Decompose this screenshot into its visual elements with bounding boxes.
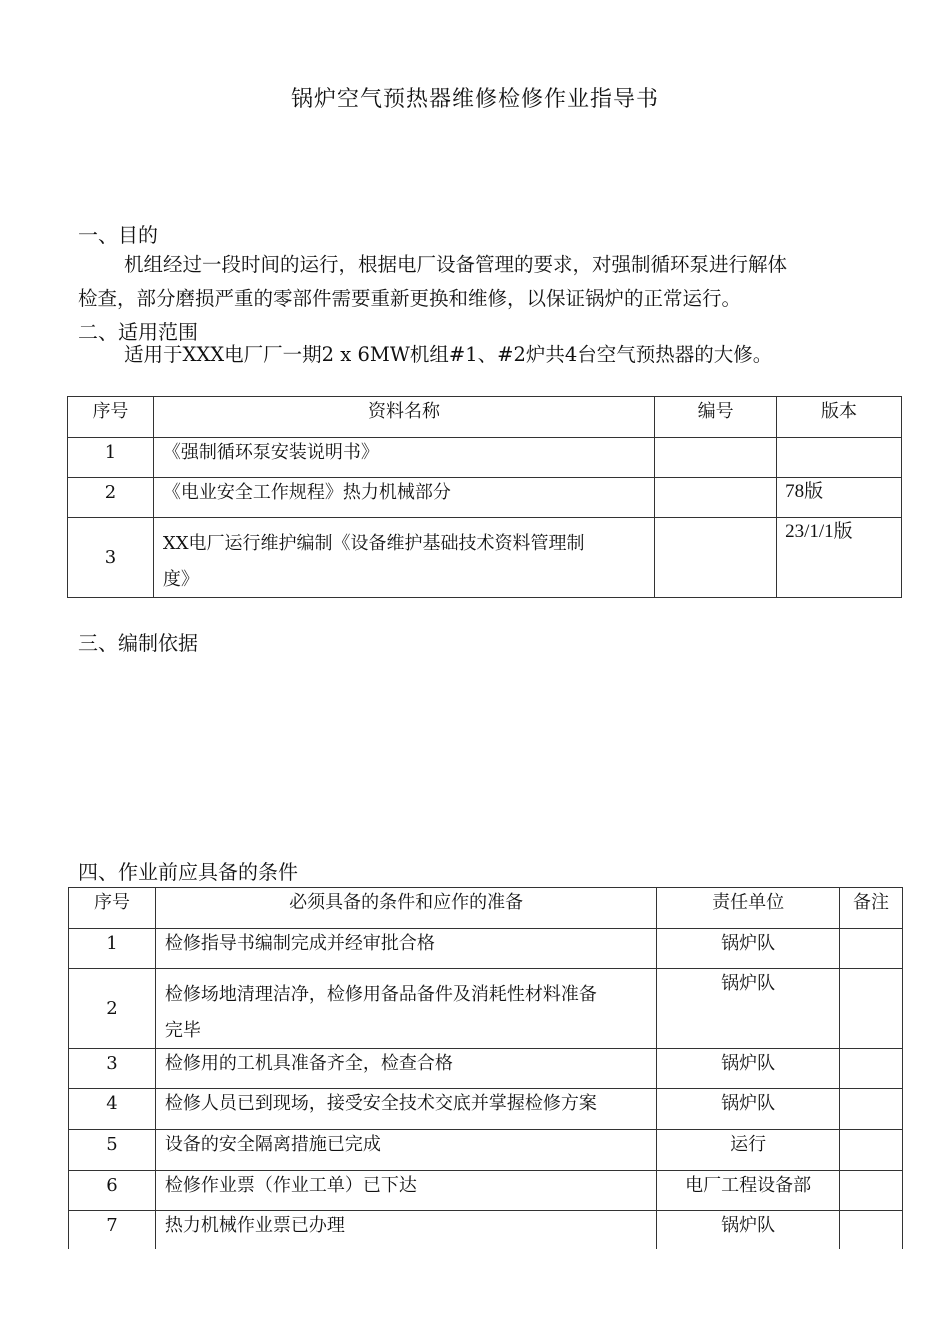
row-note — [840, 1211, 903, 1249]
scope-line: 适用于XXX电厂厂一期2 x 6MW机组#1、#2炉共4台空气预热器的大修。 — [124, 343, 773, 366]
table-row — [69, 1211, 903, 1249]
row-unit: 锅炉队 — [657, 1049, 840, 1089]
row-condition: 检修人员已到现场，接受安全技术交底并掌握检修方案 — [155, 1089, 656, 1130]
row-name: 《电业安全工作规程》热力机械部分 — [153, 478, 654, 518]
preconditions-table — [68, 887, 903, 1249]
section-purpose-text — [78, 248, 908, 316]
row-code — [655, 478, 777, 518]
row-no: 4 — [69, 1089, 156, 1130]
row-note — [840, 1171, 903, 1211]
row-no: 1 — [68, 438, 154, 478]
row-unit: 运行 — [657, 1130, 840, 1171]
table-row — [69, 1049, 903, 1089]
table-row — [68, 518, 902, 598]
header-no: 序号 — [69, 888, 156, 929]
document-title: 锅炉空气预热器维修检修作业指导书 — [290, 87, 659, 112]
row-note — [840, 1049, 903, 1089]
row-condition: 设备的安全隔离措施已完成 — [155, 1130, 656, 1171]
row-note — [840, 1130, 903, 1171]
purpose-line-2: 检查，部分磨损严重的零部件需要重新更换和维修，以保证锅炉的正常运行。 — [78, 287, 742, 310]
row-code — [655, 518, 777, 598]
row-unit: 电厂工程设备部 — [657, 1171, 840, 1211]
row-condition — [155, 969, 656, 1049]
row-version: 23/1/1版 — [777, 518, 902, 598]
purpose-line-1: 机组经过一段时间的运行，根据电厂设备管理的要求，对强制循环泵进行解体 — [124, 253, 788, 276]
row-name — [153, 518, 654, 598]
section-basis-heading: 三、编制依据 — [78, 631, 198, 655]
row-unit: 锅炉队 — [657, 1211, 840, 1249]
row-condition: 热力机械作业票已办理 — [155, 1211, 656, 1249]
row-no: 3 — [69, 1049, 156, 1089]
row-name: 《强制循环泵安装说明书》 — [153, 438, 654, 478]
row-condition-line-1: 检修场地清理洁净，检修用备品备件及消耗性材料准备 — [164, 984, 597, 1005]
row-code — [655, 438, 777, 478]
row-no: 2 — [68, 478, 154, 518]
table-row — [69, 1089, 903, 1130]
row-version: 78版 — [777, 478, 902, 518]
row-no: 5 — [69, 1130, 156, 1171]
row-name-line-2: 度》 — [162, 569, 199, 590]
table-header-row — [69, 888, 903, 929]
table-row — [69, 1171, 903, 1211]
header-no: 序号 — [68, 397, 154, 438]
section-scope-text — [78, 338, 908, 372]
row-unit: 锅炉队 — [657, 969, 840, 1049]
row-unit: 锅炉队 — [657, 929, 840, 969]
row-condition: 检修作业票（作业工单）已下达 — [155, 1171, 656, 1211]
row-name-line-1: XX电厂运行维护编制《设备维护基础技术资料管理制 — [162, 533, 585, 554]
table-row — [68, 438, 902, 478]
row-no: 6 — [69, 1171, 156, 1211]
section-conditions-heading: 四、作业前应具备的条件 — [78, 860, 298, 884]
row-unit: 锅炉队 — [657, 1089, 840, 1130]
header-condition: 必须具备的条件和应作的准备 — [155, 888, 656, 929]
row-condition-line-2: 完毕 — [164, 1020, 201, 1041]
row-no: 2 — [69, 969, 156, 1049]
row-no: 1 — [69, 929, 156, 969]
reference-documents-table — [67, 396, 902, 598]
header-unit: 责任单位 — [657, 888, 840, 929]
table-header-row — [68, 397, 902, 438]
section-purpose-heading: 一、目的 — [78, 223, 158, 247]
row-version — [777, 438, 902, 478]
table-row — [69, 929, 903, 969]
header-note: 备注 — [840, 888, 903, 929]
row-condition: 检修用的工机具准备齐全，检查合格 — [155, 1049, 656, 1089]
row-condition: 检修指导书编制完成并经审批合格 — [155, 929, 656, 969]
table-row — [69, 1130, 903, 1171]
row-no: 7 — [69, 1211, 156, 1249]
header-version: 版本 — [777, 397, 902, 438]
row-note — [840, 969, 903, 1049]
header-code: 编号 — [655, 397, 777, 438]
row-note — [840, 1089, 903, 1130]
table-row — [68, 478, 902, 518]
table-row — [69, 969, 903, 1049]
row-note — [840, 929, 903, 969]
row-no: 3 — [68, 518, 154, 598]
section-scope-heading: 二、适用范围 — [78, 320, 198, 344]
header-name: 资料名称 — [153, 397, 654, 438]
